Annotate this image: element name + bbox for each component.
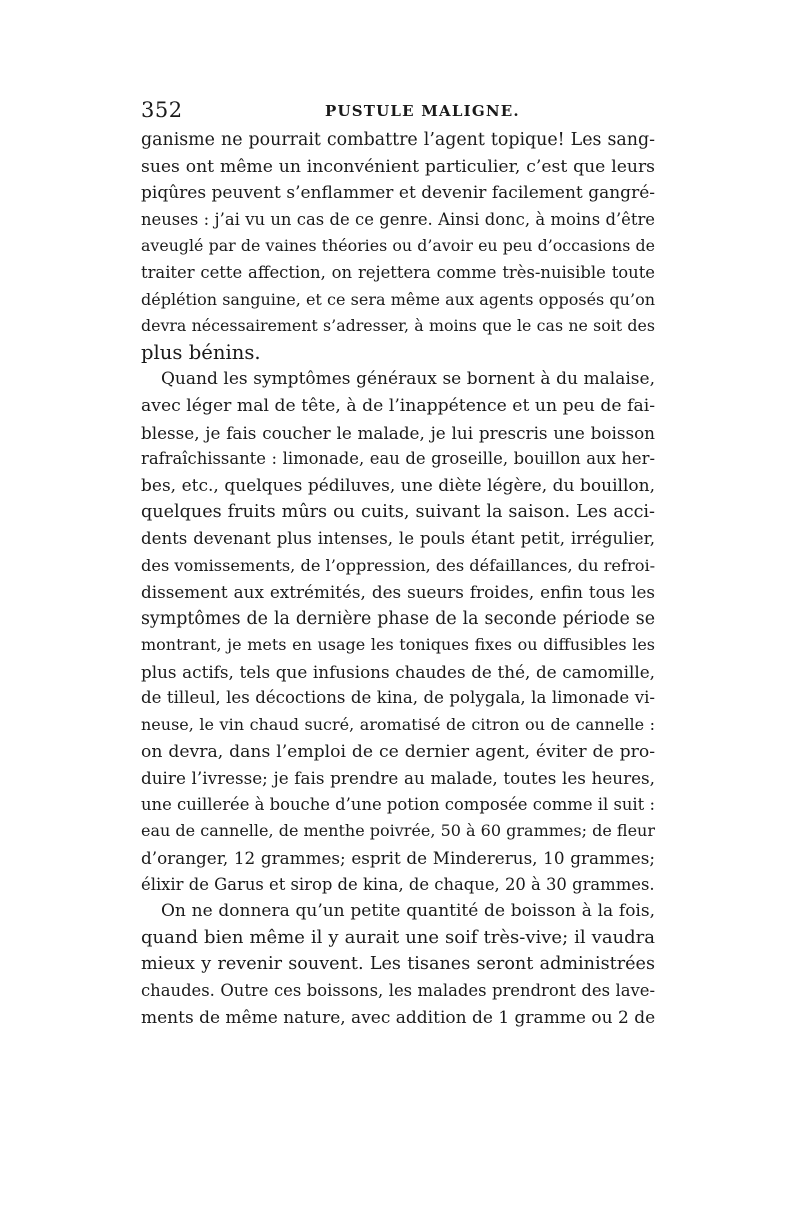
text-line: sues ont même un inconvénient particulier, c’est que leurs xyxy=(141,156,655,177)
text-line: eau de cannelle, de menthe poivrée, 50 à 60 grammes; de fleur xyxy=(141,821,655,841)
text-line: plus actifs, tels que infusions chaudes de thé, de camomille, xyxy=(141,661,655,682)
text-line: neuse, le vin chaud sucré, aromatisé de citron ou de cannelle : xyxy=(141,715,655,735)
text-line: symptômes de la dernière phase de la seconde période se xyxy=(141,608,655,629)
text-line: avec léger mal de tête, à de l’inappétence et un peu de fai- xyxy=(141,395,655,416)
text-line: des vomissements, de l’oppression, des défaillances, du refroi- xyxy=(141,555,655,575)
text-line: mieux y revenir souvent. Les tisanes seront administrées xyxy=(141,954,655,975)
text-line: déplétion sanguine, et ce sera même aux agents opposés qu’on xyxy=(141,289,655,309)
text-line: dents devenant plus intenses, le pouls étant petit, irrégulier, xyxy=(141,528,655,548)
text-line: une cuillerée à bouche d’une potion composée comme il suit : xyxy=(141,794,655,814)
text-line: piqûres peuvent s’enflammer et devenir facilement gangré- xyxy=(141,183,655,204)
text-line: ganisme ne pourrait combattre l’agent topique! Les sang- xyxy=(141,130,655,150)
body-text xyxy=(141,127,655,1031)
text-line: d’oranger, 12 grammes; esprit de Mindererus, 10 grammes; xyxy=(141,848,655,869)
text-line: Quand les symptômes généraux se bornent à du malaise, xyxy=(161,369,655,390)
text-line: plus bénins. xyxy=(141,340,261,364)
text-line: élixir de Garus et sirop de kina, de chaque, 20 à 30 grammes. xyxy=(141,874,655,894)
text-line: aveuglé par de vaines théories ou d’avoir eu peu d’occasions de xyxy=(141,236,655,256)
text-line: On ne donnera qu’un petite quantité de boisson à la fois, xyxy=(161,901,655,922)
text-line: ments de même nature, avec addition de 1 gramme ou 2 de xyxy=(141,1007,655,1028)
text-line: dissement aux extrémités, des sueurs froides, enfin tous les xyxy=(141,582,655,603)
page-number: 352 xyxy=(141,98,183,122)
text-line: quelques fruits mûrs ou cuits, suivant la saison. Les acci- xyxy=(141,502,655,523)
text-line: blesse, je fais coucher le malade, je lui prescris une boisson xyxy=(141,422,655,443)
running-head xyxy=(141,98,655,122)
text-line: on devra, dans l’emploi de ce dernier agent, éviter de pro- xyxy=(141,741,655,762)
text-line: chaudes. Outre ces boissons, les malades prendront des lave- xyxy=(141,981,655,1000)
text-line: de tilleul, les décoctions de kina, de polygala, la limonade vi- xyxy=(141,688,655,708)
text-line: neuses : j’ai vu un cas de ce genre. Ainsi donc, à moins d’être xyxy=(141,209,655,229)
running-head-title: PUSTULE MALIGNE. xyxy=(325,102,520,120)
text-line: duire l’ivresse; je fais prendre au malade, toutes les heures, xyxy=(141,768,655,789)
text-line: rafraîchissante : limonade, eau de groseille, bouillon aux her- xyxy=(141,449,655,469)
text-line: devra nécessairement s’adresser, à moins que le cas ne soit des xyxy=(141,316,655,336)
text-line: quand bien même il y aurait une soif très-vive; il vaudra xyxy=(141,926,655,948)
text-line: montrant, je mets en usage les toniques fixes ou diffusibles les xyxy=(141,635,655,655)
text-line: traiter cette affection, on rejettera comme très-nuisible toute xyxy=(141,262,655,282)
text-line: bes, etc., quelques pédiluves, une diète légère, du bouillon, xyxy=(141,475,655,496)
